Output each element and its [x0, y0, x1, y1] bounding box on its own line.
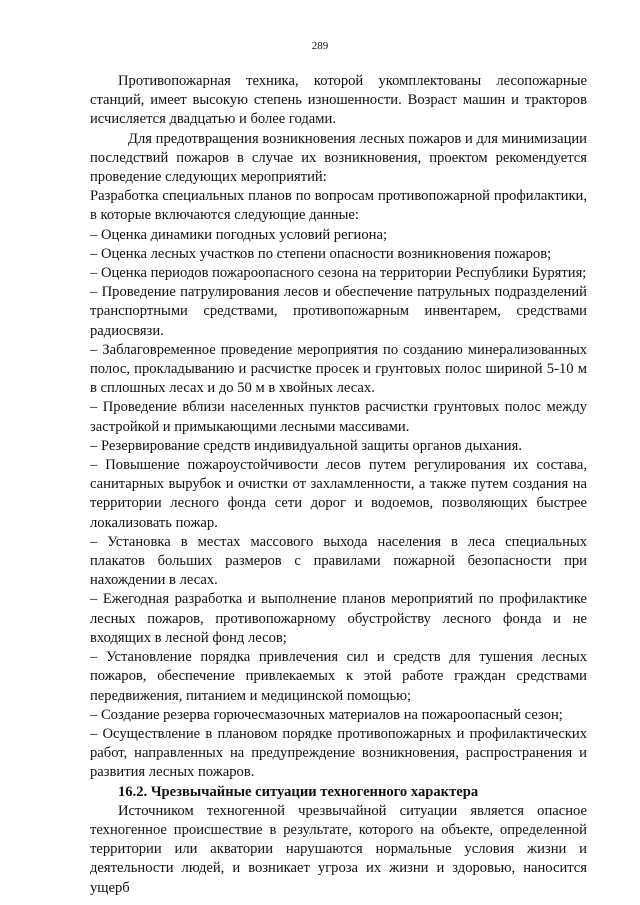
- list-item: – Ежегодная разработка и выполнение планов мероприятий по профилактике лесных пожаров, противопожарному обустройству лесного фонда и не входящих в лесной фонд лесов;: [90, 591, 587, 646]
- list-item: – Оценка лесных участков по степени опасности возникновения пожаров;: [90, 245, 552, 262]
- list-item: – Осуществление в плановом порядке противопожарных и профилактических работ, направленных на предупреждение возникновения, распространения и развития лесных пожаров.: [90, 725, 587, 781]
- paragraph-prevention-intro: Для предотвращения возникновения лесных пожаров и для минимизации последствий пожаров в случае их возникновения, проектом рекомендуется проведение следующих мероприятий:: [90, 130, 587, 186]
- section-paragraph: Источником техногенной чрезвычайной ситуации является опасное техногенное происшествие в результате, которого на объекте, определенной территории или акватории нарушаются нормальные условия жизни и деятельности людей, и возникает угроза их жизни и здоровью, наносится ущерб: [90, 802, 587, 896]
- list-item: – Оценка периодов пожароопасного сезона на территории Республики Бурятия;: [90, 265, 587, 282]
- page-number: 289: [311, 40, 329, 52]
- section-heading: 16.2. Чрезвычайные ситуации техногенного характера: [118, 783, 479, 800]
- list-item: – Проведение вблизи населенных пунктов расчистки грунтовых полос между застройкой и примыкающими лесными массивами.: [90, 399, 587, 435]
- measures-list: [90, 226, 587, 783]
- list-item: – Оценка динамики погодных условий региона;: [90, 226, 388, 243]
- list-item: – Резервирование средств индивидуальной защиты органов дыхания.: [90, 437, 522, 454]
- paragraph-special-plans: Разработка специальных планов по вопросам противопожарной профилактики, в которые включаются следующие данные:: [90, 188, 587, 224]
- list-item: – Проведение патрулирования лесов и обеспечение патрульных подразделений транспортными средствами, противопожарным инвентарем, средствами радиосвязи.: [90, 284, 587, 339]
- list-item: – Создание резерва горючесмазочных материалов на пожароопасный сезон;: [90, 706, 563, 723]
- list-item: – Заблаговременное проведение мероприятия по созданию минерализованных полос, прокладыванию и расчистке просек и грунтовых полос шириной 5-10 м в сплошных лесах и до 50 м в хвойных лесах.: [90, 341, 587, 397]
- list-item: – Повышение пожароустойчивости лесов путем регулирования их состава, санитарных вырубок и очистки от захламленности, а также путем создания на территории лесного фонда сети дорог и водоемов, позволяющих быстрее локализовать пожар.: [90, 457, 587, 531]
- list-item: – Установление порядка привлечения сил и средств для тушения лесных пожаров, обеспечение привлекаемых к этой работе граждан средствами передвижения, питанием и медицинской помощью;: [90, 649, 587, 704]
- list-item: – Установка в местах массового выхода населения в леса специальных плакатов больших размеров с правилами пожарной безопасности при нахождении в лесах.: [90, 533, 587, 589]
- document-body: [90, 72, 587, 898]
- paragraph-fire-equipment: Противопожарная техника, которой укомплектованы лесопожарные станций, имеет высокую степень изношенности. Возраст машин и тракторов исчисляется двадцатью и более годами.: [90, 73, 587, 128]
